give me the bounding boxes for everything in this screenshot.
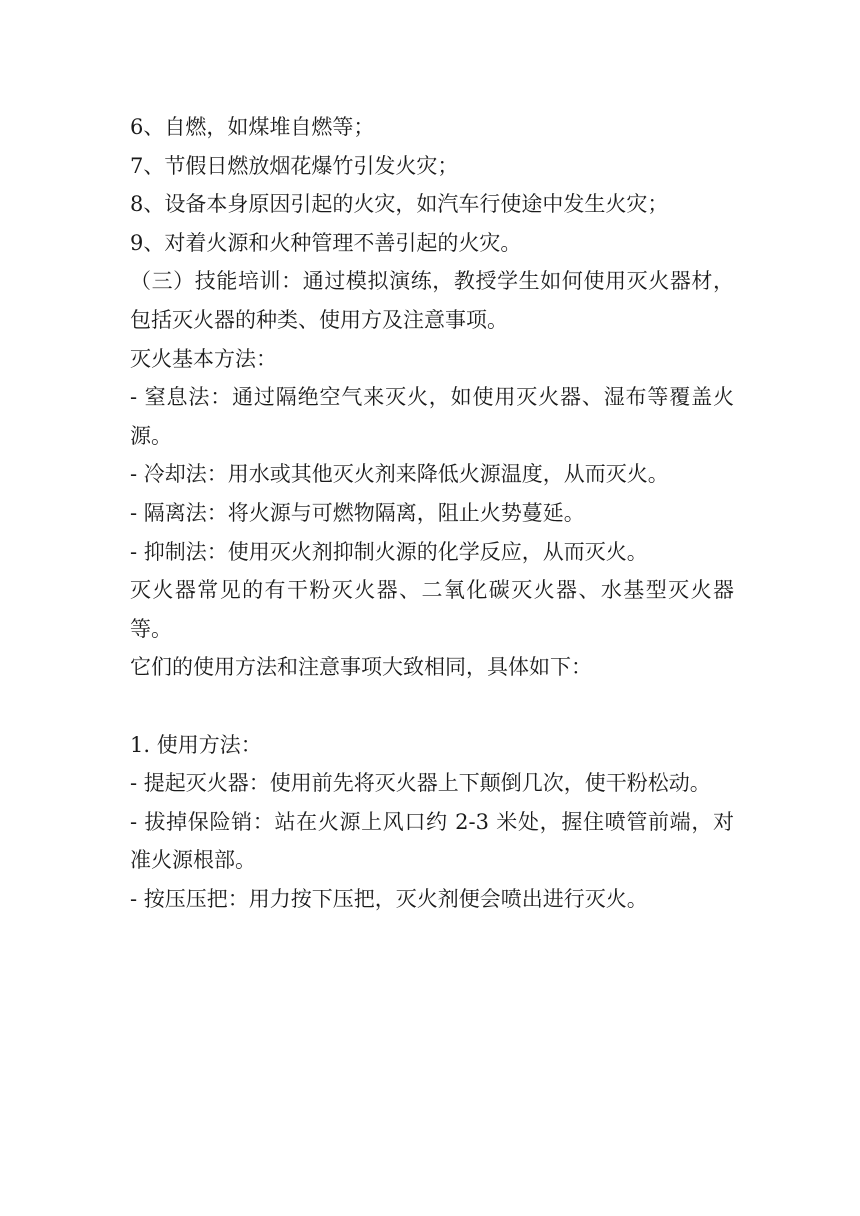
extinguisher-types: 灭火器常见的有干粉灭火器、二氧化碳灭火器、水基型灭火器等。 xyxy=(130,578,734,641)
section-skills-training: （三）技能培训：通过模拟演练，教授学生如何使用灭火器材，包括灭火器的种类、使用方及注意事项。 xyxy=(130,269,734,332)
list-item-fireworks: 7、节假日燃放烟花爆竹引发火灾； xyxy=(130,153,459,178)
subheading-basic-methods: 灭火基本方法： xyxy=(130,346,277,371)
list-item-equipment-fire: 8、设备本身原因引起的火灾，如汽车行使途中发生火灾； xyxy=(130,192,669,217)
subheading-usage-method: 1. 使用方法： xyxy=(130,732,262,757)
blank-line xyxy=(130,687,734,726)
step-lift-extinguisher: - 提起灭火器：使用前先将灭火器上下颠倒几次，使干粉松动。 xyxy=(130,771,711,796)
method-suffocation: - 窒息法：通过隔绝空气来灭火，如使用灭火器、湿布等覆盖火源。 xyxy=(130,385,734,448)
method-inhibition: - 抑制法：使用灭火剂抑制火源的化学反应，从而灭火。 xyxy=(130,539,648,564)
step-pull-pin: - 拔掉保险销：站在火源上风口约 2-3 米处，握住喷管前端，对准火源根部。 xyxy=(130,809,734,873)
usage-intro: 它们的使用方法和注意事项大致相同，具体如下： xyxy=(130,655,592,680)
list-item-spontaneous-combustion: 6、自燃，如煤堆自燃等； xyxy=(130,115,375,139)
document-body xyxy=(130,108,734,918)
method-isolation: - 隔离法：将火源与可燃物隔离，阻止火势蔓延。 xyxy=(130,500,585,525)
method-cooling: - 冷却法：用水或其他灭火剂来降低火源温度，从而灭火。 xyxy=(130,462,669,487)
list-item-fire-source-management: 9、对着火源和火种管理不善引起的火灾。 xyxy=(130,230,522,255)
step-press-handle: - 按压压把：用力按下压把，灭火剂便会喷出进行灭火。 xyxy=(130,886,648,911)
